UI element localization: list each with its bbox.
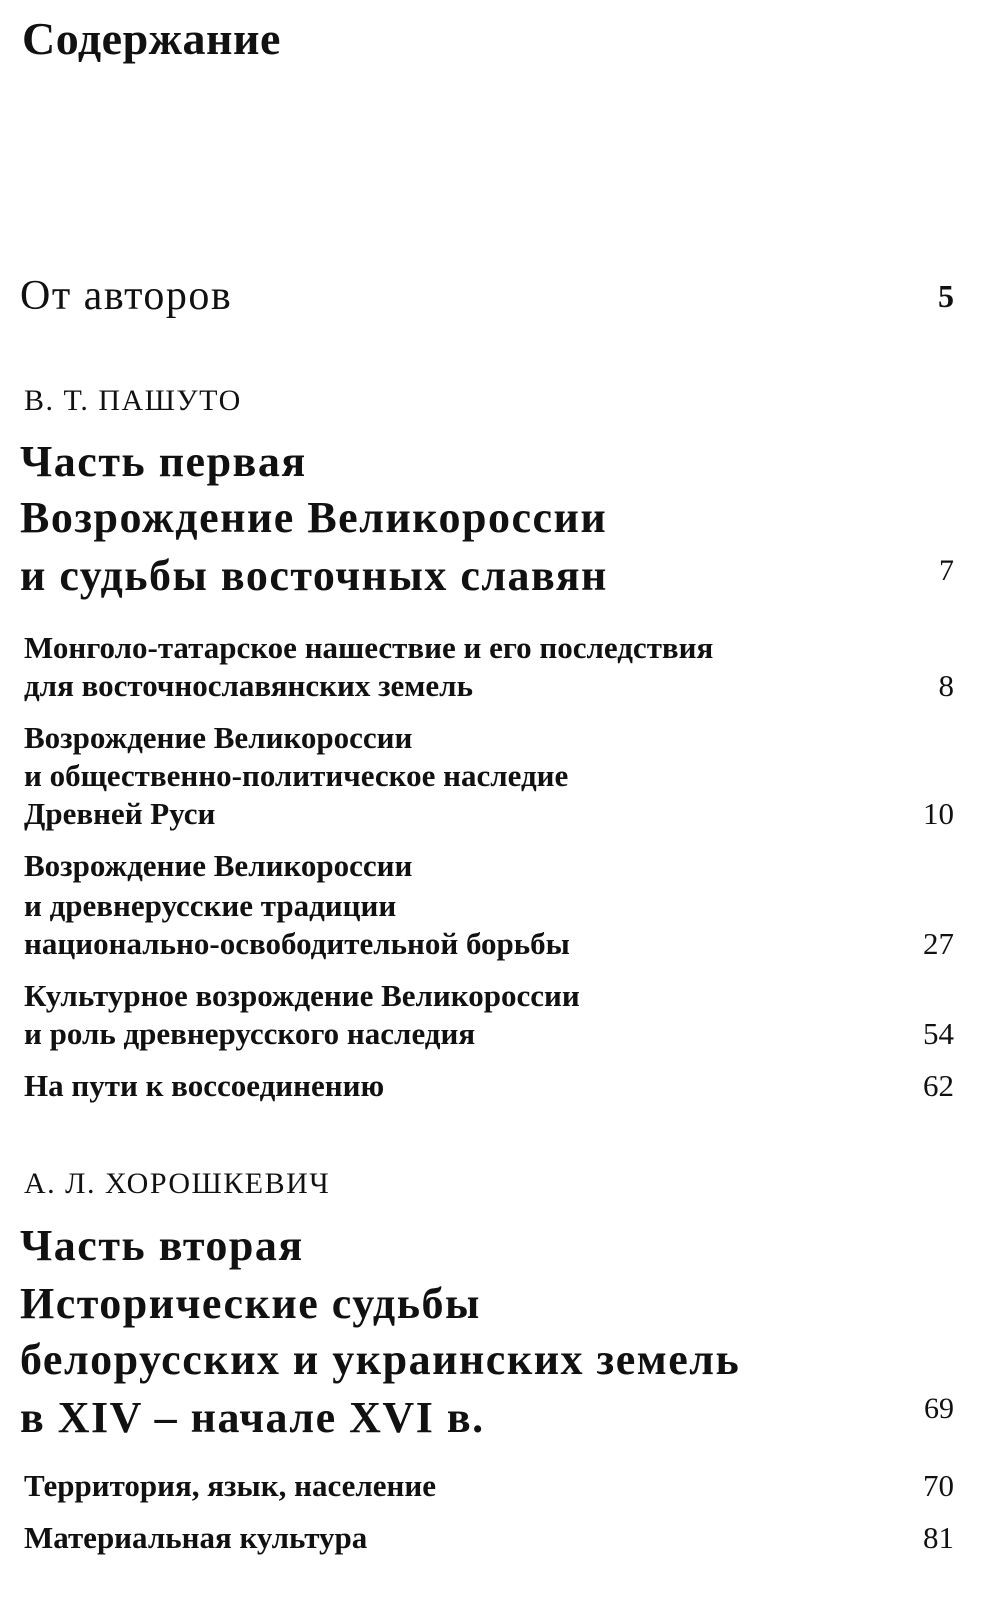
toc-entry-line: Территория, язык, население <box>24 1468 436 1503</box>
part1-page-number: 7 <box>939 554 954 587</box>
toc-entry-line: На пути к воссоединению <box>24 1068 385 1103</box>
part1-title-line: Возрождение Великороссии <box>20 493 608 542</box>
part1-title-line: и судьбы восточных славян <box>20 551 608 600</box>
toc-entry-page-number: 54 <box>923 1016 954 1051</box>
toc-entry-line: Древней Руси <box>24 796 216 831</box>
foreword-page-number: 5 <box>938 278 954 314</box>
part1-author: В. Т. ПАШУТО <box>24 384 242 417</box>
toc-entry-line: Культурное возрождение Великороссии <box>24 978 580 1013</box>
toc-entry-page-number: 10 <box>923 796 954 831</box>
part2-page-number: 69 <box>924 1392 954 1425</box>
toc-entry-line: и общественно-политическое наследие <box>24 758 569 793</box>
part2-title-line: Часть вторая <box>20 1221 304 1270</box>
part1-title-line: Часть первая <box>20 437 307 486</box>
toc-entry-line: национально-освободительной борьбы <box>24 926 570 961</box>
part2-title-line: в XIV – начале XVI в. <box>20 1393 485 1442</box>
toc-entry-line: и древнерусские традиции <box>24 888 397 923</box>
part2-author: А. Л. ХОРОШКЕВИЧ <box>24 1167 331 1200</box>
toc-entry-line: для восточнославянских земель <box>24 668 473 703</box>
foreword-title: От авторов <box>20 273 233 319</box>
toc-entry-line: Возрождение Великороссии <box>24 720 413 755</box>
toc-entry-line: и роль древнерусского наследия <box>24 1016 476 1051</box>
toc-entry-page-number: 62 <box>923 1068 954 1103</box>
toc-entry-page-number: 8 <box>938 668 954 703</box>
toc-entry-page-number: 27 <box>923 926 954 961</box>
part2-title-line: белорусских и украинских земель <box>20 1335 741 1384</box>
part2-title-line: Исторические судьбы <box>20 1279 481 1328</box>
toc-entry-page-number: 70 <box>923 1468 954 1503</box>
page-title: Содержание <box>22 13 281 64</box>
toc-entry-line: Материальная культура <box>24 1520 368 1555</box>
toc-entry-line: Монголо-татарское нашествие и его последствия <box>24 630 714 665</box>
toc-entry-line: Возрождение Великороссии <box>24 848 413 883</box>
toc-entry-page-number: 81 <box>923 1520 954 1555</box>
